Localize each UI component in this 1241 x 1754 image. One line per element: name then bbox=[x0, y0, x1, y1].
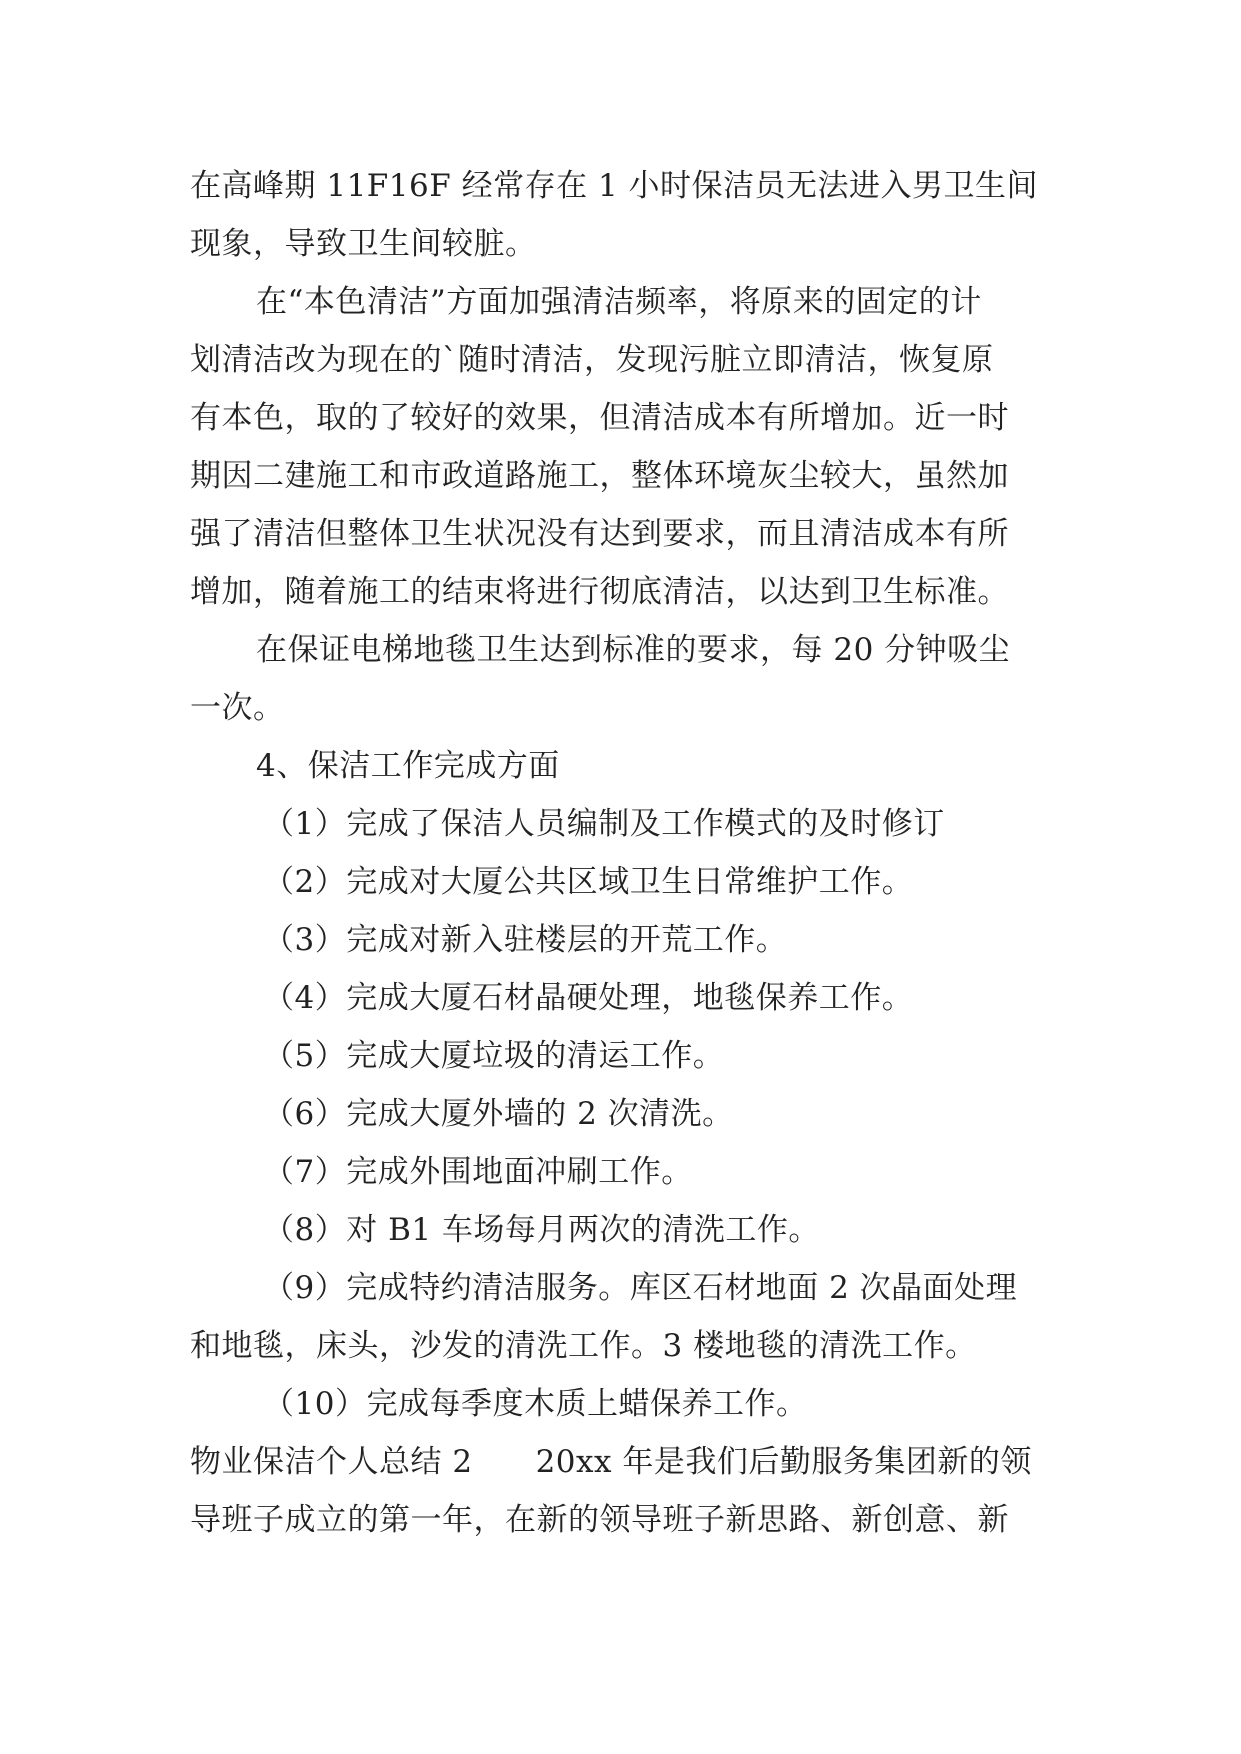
text-line: 有本色，取的了较好的效果，但清洁成本有所增加。近一时 bbox=[190, 400, 1009, 436]
text-line: 在高峰期 11F16F 经常存在 1 小时保洁员无法进入男卫生间 bbox=[190, 168, 1039, 204]
list-item: （10）完成每季度木质上蜡保养工作。 bbox=[263, 1386, 808, 1422]
list-item: （2）完成对大厦公共区域卫生日常维护工作。 bbox=[263, 864, 914, 900]
list-item: （5）完成大厦垃圾的清运工作。 bbox=[263, 1038, 725, 1074]
text-line: 现象，导致卫生间较脏。 bbox=[190, 226, 537, 262]
text-line: 在保证电梯地毯卫生达到标准的要求，每 20 分钟吸尘 bbox=[256, 632, 1011, 668]
list-item: （4）完成大厦石材晶硬处理，地毯保养工作。 bbox=[263, 980, 914, 1016]
list-item: （8）对 B1 车场每月两次的清洗工作。 bbox=[263, 1212, 820, 1248]
text-line: 物业保洁个人总结 2 20xx 年是我们后勤服务集团新的领 bbox=[190, 1444, 1032, 1480]
list-item: （7）完成外围地面冲刷工作。 bbox=[263, 1154, 693, 1190]
list-item: （3）完成对新入驻楼层的开荒工作。 bbox=[263, 922, 788, 958]
text-line: 导班子成立的第一年，在新的领导班子新思路、新创意、新 bbox=[190, 1502, 1009, 1538]
section-heading: 4、保洁工作完成方面 bbox=[256, 748, 560, 784]
text-line: 和地毯，床头，沙发的清洗工作。3 楼地毯的清洗工作。 bbox=[190, 1328, 977, 1364]
list-item: （9）完成特约清洁服务。库区石材地面 2 次晶面处理 bbox=[263, 1270, 1018, 1306]
text-line: 在“本色清洁”方面加强清洁频率，将原来的固定的计 bbox=[256, 284, 982, 320]
text-line: 强了清洁但整体卫生状况没有达到要求，而且清洁成本有所 bbox=[190, 516, 1009, 552]
list-item: （6）完成大厦外墙的 2 次清洗。 bbox=[263, 1096, 734, 1132]
list-item: （1）完成了保洁人员编制及工作模式的及时修订 bbox=[263, 806, 945, 842]
text-line: 划清洁改为现在的`随时清洁，发现污脏立即清洁，恢复原 bbox=[190, 342, 994, 378]
text-line: 期因二建施工和市政道路施工，整体环境灰尘较大，虽然加 bbox=[190, 458, 1009, 494]
text-line: 增加，随着施工的结束将进行彻底清洁，以达到卫生标准。 bbox=[190, 574, 1009, 610]
text-line: 一次。 bbox=[190, 690, 285, 726]
